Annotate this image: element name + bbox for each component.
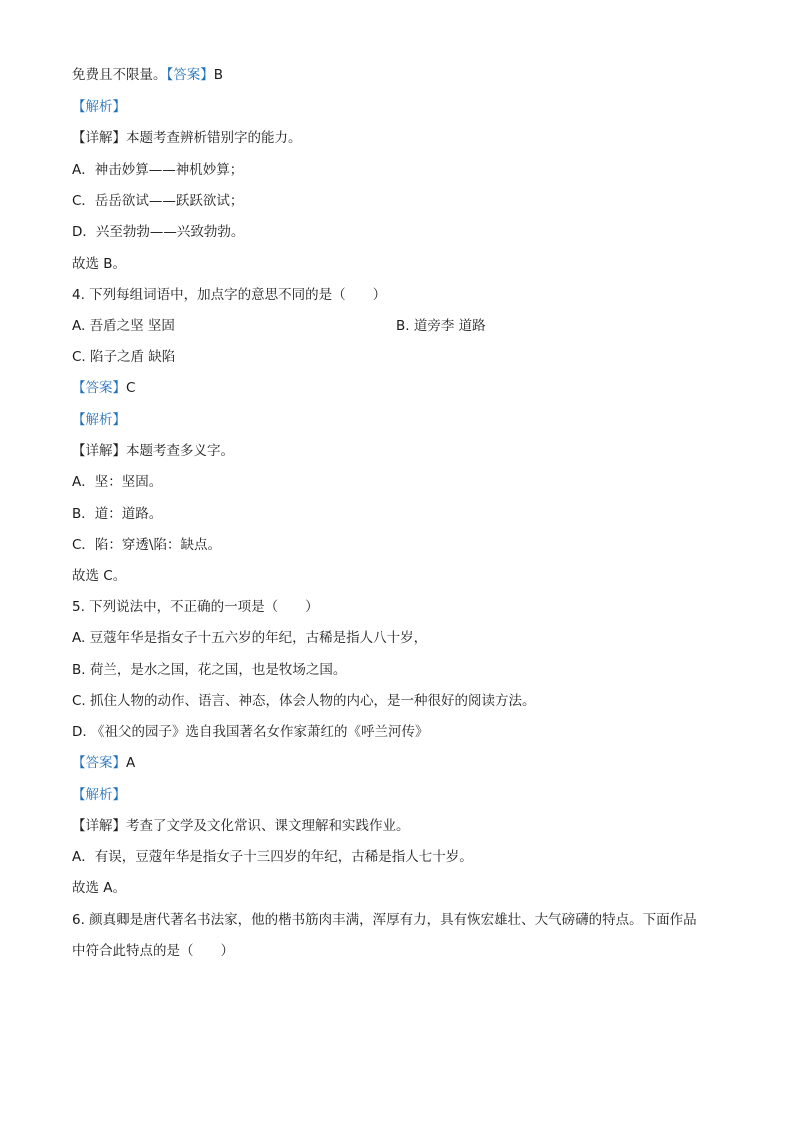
answer-tag: 【答案】 (72, 755, 126, 771)
q5-option-a: A. 豆蔻年华是指女子十五六岁的年纪，古稀是指人八十岁， (72, 630, 428, 646)
answer-value: B (213, 67, 224, 83)
answer-tag: 【答案】 (166, 67, 214, 83)
q5-option-b: B. 荷兰，是水之国，花之国，也是牧场之国。 (72, 662, 347, 678)
analysis-tag-q3: 【解析】 (72, 99, 126, 115)
explanation-item-a-q4: A．坚：坚固。 (72, 474, 163, 490)
explanation-item-c-q3: C．岳岳欲试——跃跃欲试； (72, 193, 244, 209)
analysis-tag-q4: 【解析】 (72, 412, 126, 428)
explanation-item-a-q3: A．神击妙算——神机妙算； (72, 162, 244, 178)
question-6-stem-line2: 中符合此特点的是（ ） (72, 943, 234, 959)
question-4-stem: 4. 下列每组词语中，加点字的意思不同的是（ ） (72, 287, 387, 303)
answer-line-q4 (72, 379, 135, 397)
analysis-tag-q5: 【解析】 (72, 787, 126, 803)
q4-option-a: A. 吾盾之坚 坚固 (72, 318, 175, 334)
answer-line-q5 (72, 754, 135, 772)
selection-q3: 故选 B。 (72, 256, 127, 272)
continuation-text: 免费且不限量。 (72, 67, 167, 83)
question-5-stem: 5. 下列说法中，不正确的一项是（ ） (72, 599, 319, 615)
answer-value: A (126, 755, 136, 771)
q5-option-d: D. 《祖父的园子》选自我国著名女作家萧红的《呼兰河传》 (72, 724, 429, 740)
selection-q4: 故选 C。 (72, 568, 127, 584)
detail-explanation-q5: 【详解】考查了文学及文化常识、课文理解和实践作业。 (72, 818, 410, 834)
detail-explanation-q4: 【详解】本题考查多义字。 (72, 443, 234, 459)
explanation-item-c-q4: C．陷：穿透\陷：缺点。 (72, 537, 221, 553)
detail-explanation-q3: 【详解】本题考查辨析错别字的能力。 (72, 130, 302, 146)
selection-q5: 故选 A。 (72, 880, 127, 896)
q4-option-c: C. 陷子之盾 缺陷 (72, 349, 176, 365)
question-6-stem-line1: 6. 颜真卿是唐代著名书法家，他的楷书筋肉丰满，浑厚有力，具有恢宏雄壮、大气磅礴的特点。下面作品 (72, 912, 697, 928)
answer-value: C (126, 380, 136, 396)
q4-option-b: B. 道旁李 道路 (396, 318, 486, 334)
answer-tag: 【答案】 (72, 380, 126, 396)
explanation-item-b-q4: B．道：道路。 (72, 506, 163, 522)
explanation-item-d-q3: D．兴至勃勃——兴致勃勃。 (72, 224, 245, 240)
answer-line-q3 (72, 66, 223, 84)
q5-option-c: C. 抓住人物的动作、语言、神态，体会人物的内心，是一种很好的阅读方法。 (72, 693, 536, 709)
explanation-item-a-q5: A．有误，豆蔻年华是指女子十三四岁的年纪，古稀是指人七十岁。 (72, 849, 473, 865)
